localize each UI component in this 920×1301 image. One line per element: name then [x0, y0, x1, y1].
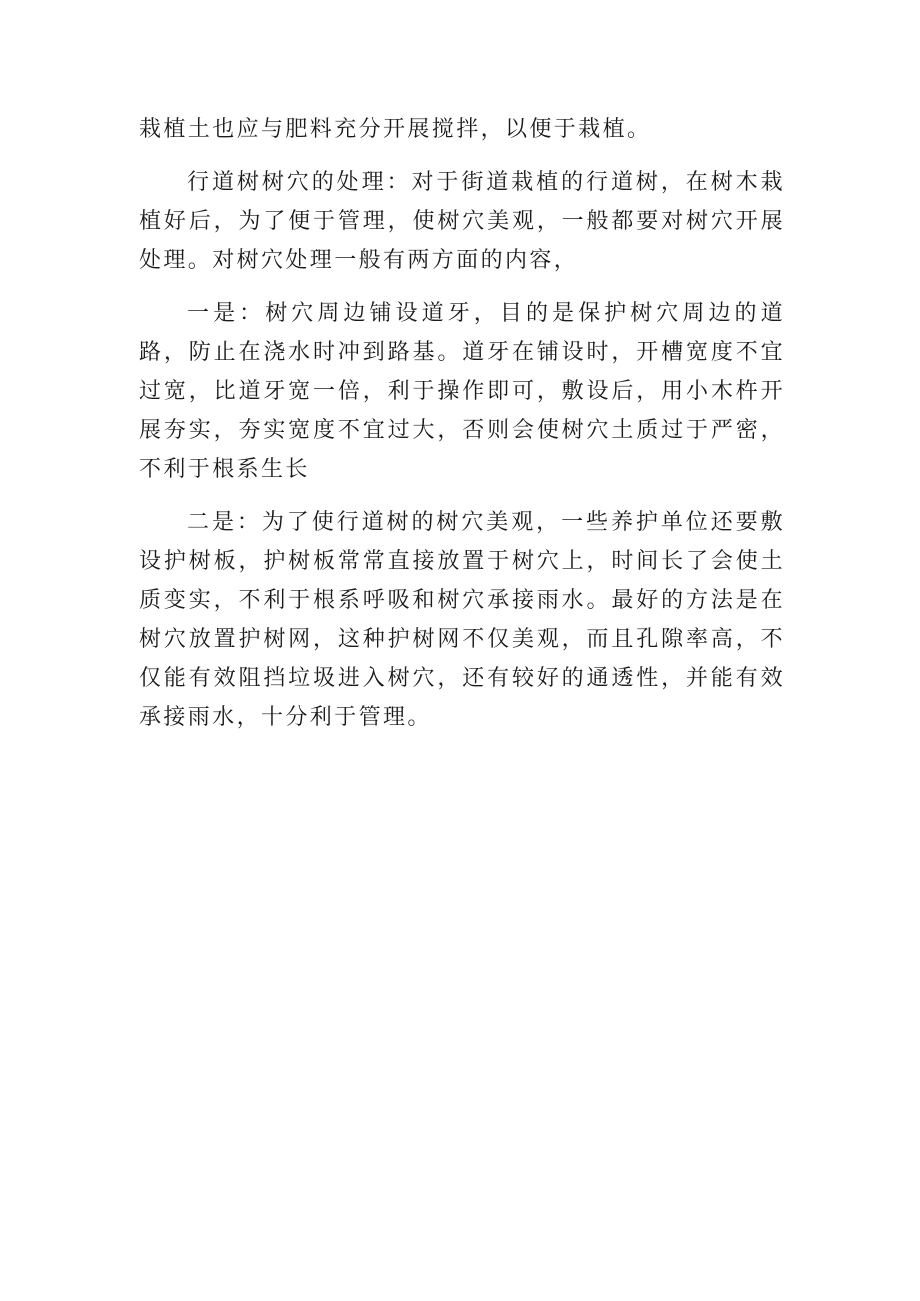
paragraph-4: 二是：为了使行道树的树穴美观，一些养护单位还要敷设护树板，护树板常常直接放置于树穴上，时间长了会使土质变实，不利于根系呼吸和树穴承接雨水。最好的方法是在树穴放置护树网，这种护树网不仅美观，而且孔隙率高，不仅能有效阻挡垃圾进入树穴，还有较好的通透性，并能有效承接雨水，十分利于管理。 — [139, 510, 785, 730]
paragraph-1: 栽植土也应与肥料充分开展搅拌，以便于栽植。 — [139, 117, 652, 142]
paragraph-3: 一是：树穴周边铺设道牙，目的是保护树穴周边的道路，防止在浇水时冲到路基。道牙在铺设时，开槽宽度不宜过宽，比道牙宽一倍，利于操作即可，敷设后，用小木杵开展夯实，夯实宽度不宜过大，否则会使树穴土质过于严密，不利于根系生长 — [139, 301, 785, 482]
paragraph-2: 行道树树穴的处理：对于街道栽植的行道树，在树木栽植好后，为了便于管理，使树穴美观，一般都要对树穴开展处理。对树穴处理一般有两方面的内容， — [139, 170, 785, 273]
document-body — [139, 110, 785, 751]
